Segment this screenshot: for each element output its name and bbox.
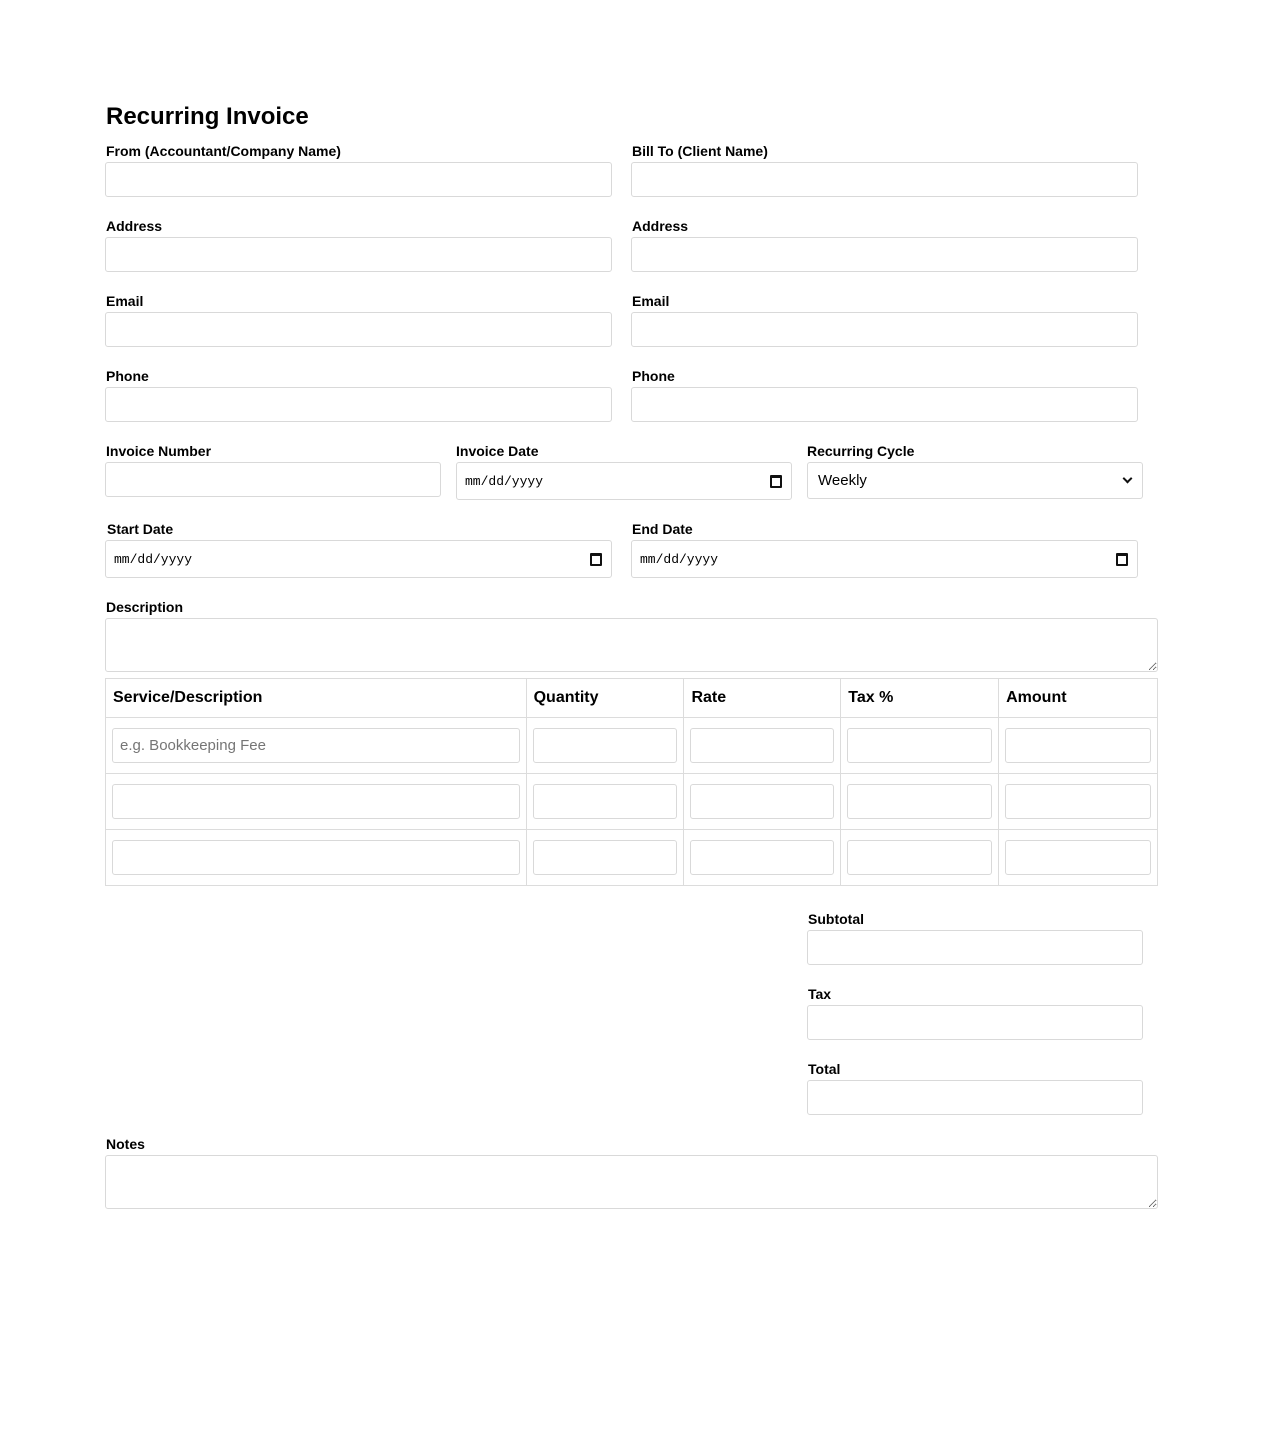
- bill-to-address-label: Address: [632, 218, 689, 234]
- from-address-input[interactable]: [105, 237, 612, 272]
- rate-input[interactable]: [690, 784, 834, 819]
- invoice-number-label: Invoice Number: [106, 443, 212, 459]
- service-cell: [106, 830, 527, 886]
- from-phone-input[interactable]: [105, 387, 612, 422]
- bill-to-email-label: Email: [632, 293, 670, 309]
- calendar-icon[interactable]: [770, 475, 782, 488]
- start-date-label: Start Date: [107, 521, 174, 537]
- amount-cell: [999, 718, 1158, 774]
- notes-label: Notes: [106, 1136, 145, 1152]
- notes-textarea[interactable]: [105, 1155, 1158, 1209]
- tax-total-label: Tax: [808, 986, 832, 1002]
- bill-to-address-input[interactable]: [631, 237, 1138, 272]
- subtotal-label: Subtotal: [808, 911, 864, 927]
- column-header-service: Service/Description: [106, 679, 527, 718]
- quantity-input[interactable]: [533, 728, 678, 763]
- column-header-amount: Amount: [999, 679, 1158, 718]
- description-textarea[interactable]: [105, 618, 1158, 672]
- bill-to-phone-label: Phone: [632, 368, 675, 384]
- service-input[interactable]: [112, 840, 520, 875]
- table-row: [106, 830, 1158, 886]
- tax-cell: [841, 774, 999, 830]
- service-input[interactable]: [112, 728, 520, 763]
- amount-cell: [999, 774, 1158, 830]
- line-items-table: [105, 678, 1158, 886]
- tax-total-input[interactable]: [807, 1005, 1143, 1040]
- description-label: Description: [106, 599, 184, 615]
- quantity-cell: [526, 774, 684, 830]
- tax-percent-input[interactable]: [847, 784, 992, 819]
- from-name-label: From (Accountant/Company Name): [106, 143, 341, 159]
- tax-cell: [841, 718, 999, 774]
- from-name-input[interactable]: [105, 162, 612, 197]
- calendar-icon[interactable]: [590, 553, 602, 566]
- page-title: Recurring Invoice: [106, 103, 309, 130]
- quantity-input[interactable]: [533, 840, 678, 875]
- recurring-cycle-label: Recurring Cycle: [807, 443, 915, 459]
- table-row: [106, 718, 1158, 774]
- column-header-quantity: Quantity: [526, 679, 684, 718]
- end-date-label: End Date: [632, 521, 693, 537]
- tax-cell: [841, 830, 999, 886]
- quantity-input[interactable]: [533, 784, 678, 819]
- table-row: [106, 774, 1158, 830]
- from-email-input[interactable]: [105, 312, 612, 347]
- tax-percent-input[interactable]: [847, 840, 992, 875]
- bill-to-phone-input[interactable]: [631, 387, 1138, 422]
- chevron-down-icon: [1123, 474, 1133, 484]
- rate-input[interactable]: [690, 840, 834, 875]
- start-date-placeholder: mm/dd/yyyy: [114, 551, 193, 567]
- start-date-input[interactable]: [105, 540, 612, 578]
- tax-percent-input[interactable]: [847, 728, 992, 763]
- total-input[interactable]: [807, 1080, 1143, 1115]
- service-cell: [106, 774, 527, 830]
- rate-input[interactable]: [690, 728, 834, 763]
- from-address-label: Address: [106, 218, 163, 234]
- bill-to-name-label: Bill To (Client Name): [632, 143, 768, 159]
- service-input[interactable]: [112, 784, 520, 819]
- recurring-cycle-value: Weekly: [818, 472, 867, 489]
- invoice-date-input[interactable]: [456, 462, 792, 500]
- invoice-date-label: Invoice Date: [456, 443, 539, 459]
- quantity-cell: [526, 718, 684, 774]
- end-date-placeholder: mm/dd/yyyy: [640, 551, 719, 567]
- column-header-rate: Rate: [684, 679, 841, 718]
- invoice-date-placeholder: mm/dd/yyyy: [465, 473, 544, 489]
- rate-cell: [684, 830, 841, 886]
- bill-to-email-input[interactable]: [631, 312, 1138, 347]
- invoice-number-input[interactable]: [105, 462, 441, 497]
- subtotal-input[interactable]: [807, 930, 1143, 965]
- rate-cell: [684, 774, 841, 830]
- quantity-cell: [526, 830, 684, 886]
- amount-input[interactable]: [1005, 784, 1151, 819]
- column-header-tax: Tax %: [841, 679, 999, 718]
- amount-cell: [999, 830, 1158, 886]
- rate-cell: [684, 718, 841, 774]
- calendar-icon[interactable]: [1116, 553, 1128, 566]
- total-label: Total: [808, 1061, 841, 1077]
- from-phone-label: Phone: [106, 368, 149, 384]
- amount-input[interactable]: [1005, 728, 1151, 763]
- end-date-input[interactable]: [631, 540, 1138, 578]
- amount-input[interactable]: [1005, 840, 1151, 875]
- table-header-row: [106, 679, 1158, 718]
- service-cell: [106, 718, 527, 774]
- from-email-label: Email: [106, 293, 144, 309]
- recurring-cycle-select[interactable]: [807, 462, 1143, 499]
- bill-to-name-input[interactable]: [631, 162, 1138, 197]
